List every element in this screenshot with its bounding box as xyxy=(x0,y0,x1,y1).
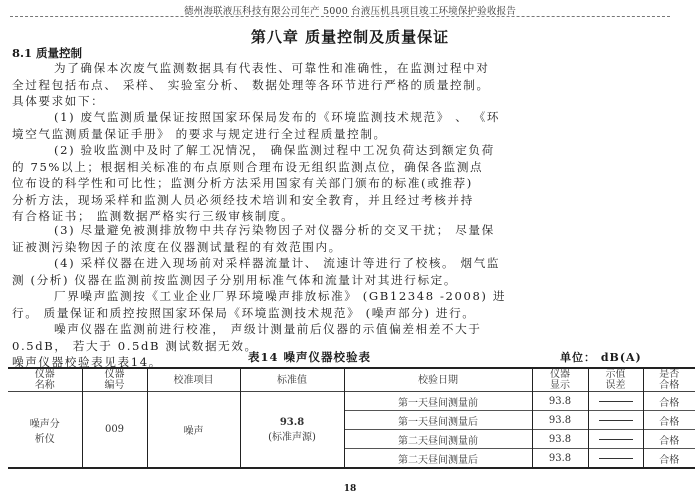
text-line: 境空气监测质量保证手册》 的要求与规定进行全过程质量控制。 xyxy=(12,126,387,141)
header-instrument-name: 仪器 名称 xyxy=(8,368,82,392)
display-error-cell xyxy=(588,430,643,449)
page-number: 18 xyxy=(343,484,357,494)
text-line: 为了确保本次废气监测数据具有代表性、可靠性和准确性，在监测过程中对 xyxy=(54,61,490,75)
display-error-cell xyxy=(588,411,643,430)
calibration-date-cell: 第一天昼间测量前 xyxy=(344,392,532,411)
noise-calibration-table xyxy=(8,367,695,469)
text-line: 厂界噪声监测按《工业企业厂界环境噪声排放标准》 (GB12348 -2008) 进 xyxy=(54,289,507,303)
table-unit: 单位： dB(A) xyxy=(560,351,642,364)
text-line: 噪声仪器在监测前进行校准， 声级计测量前后仪器的示值偏差相差不大于 xyxy=(54,322,482,336)
display-error-cell xyxy=(588,392,643,411)
dash-mark xyxy=(599,458,633,459)
text-line: (1) 废气监测质量保证按照国家环保局发布的《环境监测技术规范》 、 《环 xyxy=(54,110,501,124)
paragraph-intro xyxy=(12,60,692,110)
calibration-item-cell: 噪声 xyxy=(147,392,240,469)
text-line: 证被测污染物因子的浓度在仪器测试量程的有效范围内。 xyxy=(12,239,342,254)
text-line: 测 (分析) 仪器在监测前按监测因子分别用标准气体和流量计对其进行标定。 xyxy=(12,272,458,287)
display-error-cell xyxy=(588,449,643,469)
standard-value-cell: 93.8 (标准声源) xyxy=(240,392,344,469)
paragraph-noise-standard xyxy=(12,288,692,321)
text-line: 有合格证书； 监测数据严格实行三级审核制度。 xyxy=(12,209,295,223)
header-standard-value: 标准值 xyxy=(240,368,344,392)
qualified-cell: 合格 xyxy=(643,430,695,449)
text-line: 的 75%以上；根据相关标准的布点原则合理布设无组织监测点位，确保各监测点 xyxy=(12,159,484,174)
dash-mark xyxy=(599,401,633,402)
table-header-row xyxy=(8,368,695,392)
header-divider xyxy=(10,16,670,17)
text-line: (3) 尽量避免被测排放物中共存污染物因子对仪器分析的交叉干扰； 尽量保 xyxy=(54,223,495,237)
paragraph-item-3 xyxy=(12,222,692,255)
section-title: 8.1 质量控制 xyxy=(12,46,83,60)
paragraph-item-4 xyxy=(12,255,692,288)
text-line: (4) 采样仪器在进入现场前对采样器流量计、 流速计等进行了校核。 烟气监 xyxy=(54,256,501,270)
text-line: 位布设的科学性和可比性；监测分析方法采用国家有关部门颁布的标准(或推荐) xyxy=(12,176,473,190)
instrument-name-cell: 噪声分 析仪 xyxy=(8,392,82,469)
header-instrument-id: 仪器 编号 xyxy=(82,368,147,392)
header-calibration-item: 校准项目 xyxy=(147,368,240,392)
dash-mark xyxy=(599,439,633,440)
paragraph-item-1 xyxy=(12,109,692,142)
text-line: 0.5dB， 若大于 0.5dB 测试数据无效。 xyxy=(12,338,258,353)
text-line: 行。 质量保证和质控按照国家环保局《环境监测技术规范》 (噪声部分) 进行。 xyxy=(12,305,476,320)
text-line: 噪声仪器校验表见表14。 xyxy=(12,355,162,369)
qualified-cell: 合格 xyxy=(643,449,695,469)
header-instrument-display: 仪器 显示 xyxy=(532,368,588,392)
qualified-cell: 合格 xyxy=(643,411,695,430)
paragraph-item-2 xyxy=(12,142,692,225)
instrument-id-cell: 009 xyxy=(82,392,147,469)
qualified-cell: 合格 xyxy=(643,392,695,411)
header-display-error: 示值 误差 xyxy=(588,368,643,392)
header-calibration-date: 校验日期 xyxy=(344,368,532,392)
text-line: 具体要求如下： xyxy=(12,94,105,108)
calibration-date-cell: 第二天昼间测量前 xyxy=(344,430,532,449)
display-value-cell: 93.8 xyxy=(532,449,588,469)
text-line: (2) 验收监测中及时了解工况情况， 确保监测过程中工况负荷达到额定负荷 xyxy=(54,143,495,157)
chapter-title: 第八章 质量控制及质量保证 xyxy=(250,28,450,46)
display-value-cell: 93.8 xyxy=(532,411,588,430)
text-line: 全过程包括布点、 采样、 实验室分析、 数据处理等各环节进行严格的质量控制。 xyxy=(12,77,490,92)
calibration-date-cell: 第一天昼间测量后 xyxy=(344,411,532,430)
calibration-date-cell: 第二天昼间测量后 xyxy=(344,449,532,469)
table-caption: 表14 噪声仪器校验表 xyxy=(248,350,372,364)
display-value-cell: 93.8 xyxy=(532,392,588,411)
text-line: 分析方法，现场采样和监测人员必须经技术培训和安全教育，并且经过考核并持 xyxy=(12,192,474,207)
table-row xyxy=(8,392,695,411)
display-value-cell: 93.8 xyxy=(532,430,588,449)
running-header: 德州海联液压科技有限公司年产 5000 台液压机具项目竣工环境保护验收报告 xyxy=(183,6,517,17)
dash-mark xyxy=(599,420,633,421)
header-qualified: 是否 合格 xyxy=(643,368,695,392)
